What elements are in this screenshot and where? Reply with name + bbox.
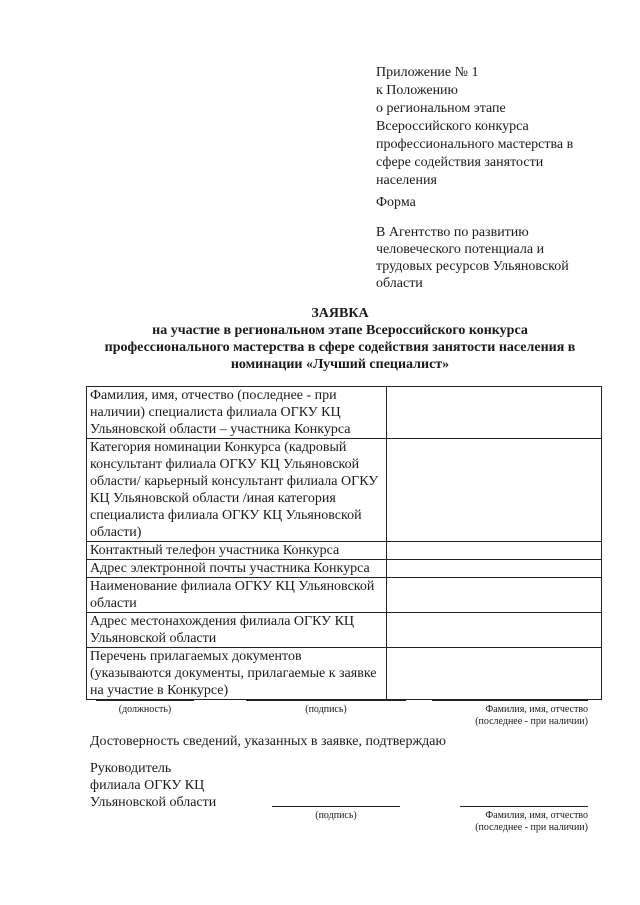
confirmation-statement: Достоверность сведений, указанных в заявке, подтверждаю xyxy=(90,734,446,749)
appendix-line: к Положению xyxy=(376,83,459,98)
row-value-field[interactable] xyxy=(386,648,601,700)
head-line: Ульяновской области xyxy=(90,795,217,810)
appendix-line: населения xyxy=(376,173,437,188)
row-value-field[interactable] xyxy=(386,560,601,578)
position-caption: (должность) xyxy=(118,704,172,715)
row-value-field[interactable] xyxy=(386,542,601,560)
row-label: Адрес электронной почты участника Конкурса xyxy=(87,560,387,578)
document-title: ЗАЯВКА xyxy=(311,306,369,321)
table-row xyxy=(87,648,602,700)
recipient-line: В Агентство по развитию xyxy=(376,225,529,240)
subtitle-line: на участие в региональном этапе Всероссийского конкурса xyxy=(152,323,528,338)
recipient-line: области xyxy=(376,276,423,291)
row-label: Адрес местонахождения филиала ОГКУ КЦ Ульяновской области xyxy=(87,613,387,648)
recipient-block xyxy=(376,224,606,292)
head-name-signature-line[interactable] xyxy=(460,806,588,807)
name-signature-line[interactable] xyxy=(432,700,588,701)
appendix-line: о региональном этапе xyxy=(376,101,506,116)
signature-caption: (подпись) xyxy=(305,704,347,715)
signature-line[interactable] xyxy=(246,700,406,701)
row-value-field[interactable] xyxy=(386,578,601,613)
row-label: Контактный телефон участника Конкурса xyxy=(87,542,387,560)
appendix-line: Всероссийского конкурса xyxy=(376,119,529,134)
head-name-caption-line2: (последнее - при наличии) xyxy=(475,822,588,833)
table-row xyxy=(87,560,602,578)
recipient-line: человеческого потенциала и xyxy=(376,242,545,257)
row-value-field[interactable] xyxy=(386,439,601,542)
subtitle-line: профессионального мастерства в сфере содействия занятости населения в xyxy=(104,340,576,355)
application-table xyxy=(86,386,602,700)
table-row xyxy=(87,542,602,560)
head-line: филиала ОГКУ КЦ xyxy=(90,778,205,793)
row-value-field[interactable] xyxy=(386,387,601,439)
row-label: Категория номинации Конкурса (кадровый консультант филиала ОГКУ КЦ Ульяновской области/ карьерный консультант филиала ОГКУ КЦ Ульяновской области /иная категория специалиста филиала ОГКУ КЦ Ульяновской области) xyxy=(87,439,387,542)
head-name-caption-line1: Фамилия, имя, отчество xyxy=(485,810,588,821)
head-line: Руководитель xyxy=(90,761,172,776)
appendix-line: Приложение № 1 xyxy=(376,65,479,80)
head-of-branch-block xyxy=(90,760,216,811)
name-caption-line1: Фамилия, имя, отчество xyxy=(485,704,588,715)
appendix-reference xyxy=(376,64,606,190)
row-label: Фамилия, имя, отчество (последнее - при наличии) специалиста филиала ОГКУ КЦ Ульяновской области – участника Конкурса xyxy=(87,387,387,439)
table-row xyxy=(87,613,602,648)
subtitle-line: номинации «Лучший специалист» xyxy=(230,357,450,372)
position-signature-line[interactable] xyxy=(96,700,194,701)
appendix-line: сфере содействия занятости xyxy=(376,155,544,170)
form-label: Форма xyxy=(376,195,416,210)
head-signature-caption: (подпись) xyxy=(315,810,357,821)
row-label: Наименование филиала ОГКУ КЦ Ульяновской области xyxy=(87,578,387,613)
name-caption-line2: (последнее - при наличии) xyxy=(475,716,588,727)
table-row xyxy=(87,439,602,542)
table-row xyxy=(87,578,602,613)
row-value-field[interactable] xyxy=(386,613,601,648)
row-label: Перечень прилагаемых документов (указываются документы, прилагаемые к заявке на участие в Конкурсе) xyxy=(87,648,387,700)
document-subtitle xyxy=(60,322,620,373)
recipient-line: трудовых ресурсов Ульяновской xyxy=(376,259,569,274)
table-row xyxy=(87,387,602,439)
head-signature-line[interactable] xyxy=(272,806,400,807)
appendix-line: профессионального мастерства в xyxy=(376,137,574,152)
